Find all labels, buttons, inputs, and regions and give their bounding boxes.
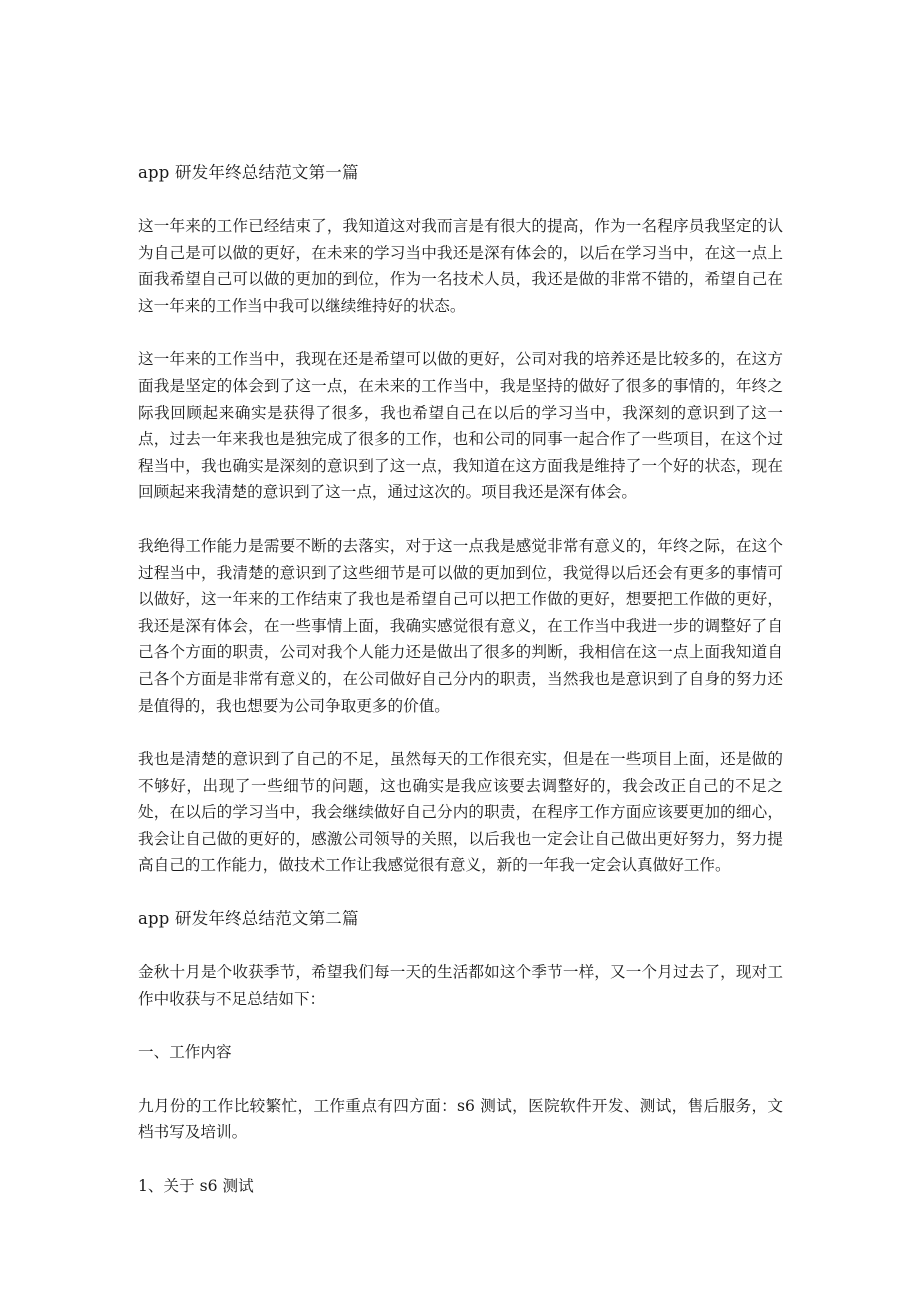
paragraph-2: 这一年来的工作当中，我现在还是希望可以做的更好，公司对我的培养还是比较多的，在这方面我是坚定的体会到了这一点，在未来的工作当中，我是坚持的做好了很多的事情的，年终之际我回顾起来确实是获得了很多，我也希望自己在以后的学习当中，我深刻的意识到了这一点，过去一年来我也是独完成了很多的工作，也和公司的同事一起合作了一些项目，在这个过程当中，我也确实是深刻的意识到了这一点，我知道在这方面我是维持了一个好的状态，现在回顾起来我清楚的意识到了这一点，通过这次的。项目我还是深有体会。: [138, 350, 783, 502]
subsection-title-s6-test: 1、关于 s6 测试: [138, 1177, 254, 1196]
document-page: [138, 160, 783, 1227]
paragraph-3: 我绝得工作能力是需要不断的去落实，对于这一点我是感觉非常有意义的，年终之际，在这个过程当中，我清楚的意识到了这些细节是可以做的更加到位，我觉得以后还会有更多的事情可以做好，这一年来的工作结束了我也是希望自己可以把工作做的更好，想要把工作做的更好，我还是深有体会，在一些事情上面，我确实感觉很有意义，在工作当中我进一步的调整好了自己各个方面的职责，公司对我个人能力还是做出了很多的判断，我相信在这一点上面我知道自己各个方面是非常有意义的，在公司做好自己分内的职责，当然我也是意识到了自身的努力还是值得的，我也想要为公司争取更多的价值。: [138, 536, 783, 715]
paragraph-4: 我也是清楚的意识到了自己的不足，虽然每天的工作很充实，但是在一些项目上面，还是做的不够好，出现了一些细节的问题，这也确实是我应该要去调整好的，我会改正自己的不足之处，在以后的学习当中，我会继续做好自己分内的职责，在程序工作方面应该要更加的细心，我会让自己做的更好的，感激公司领导的关照，以后我也一定会让自己做出更好努力，努力提高自己的工作能力，做技术工作让我感觉很有意义，新的一年我一定会认真做好工作。: [138, 750, 783, 875]
section-title-work-content: 一、工作内容: [138, 1043, 232, 1062]
section-heading-first: app 研发年终总结范文第一篇: [138, 163, 359, 182]
intro-paragraph: 金秋十月是个收获季节，希望我们每一天的生活都如这个季节一样，又一个月过去了，现对工作中收获与不足总结如下：: [138, 963, 783, 1008]
section-heading-second: app 研发年终总结范文第二篇: [138, 909, 359, 929]
paragraph-1: 这一年来的工作已经结束了，我知道这对我而言是有很大的提高，作为一名程序员我坚定的认为自己是可以做的更好，在未来的学习当中我还是深有体会的，以后在学习当中，在这一点上面我希望自己可以做的更加的到位，作为一名技术人员，我还是做的非常不错的，希望自己在这一年来的工作当中我可以继续维持好的状态。: [138, 217, 783, 315]
work-content-paragraph: 九月份的工作比较繁忙，工作重点有四方面：s6 测试，医院软件开发、测试，售后服务，文档书写及培训。: [138, 1096, 783, 1142]
